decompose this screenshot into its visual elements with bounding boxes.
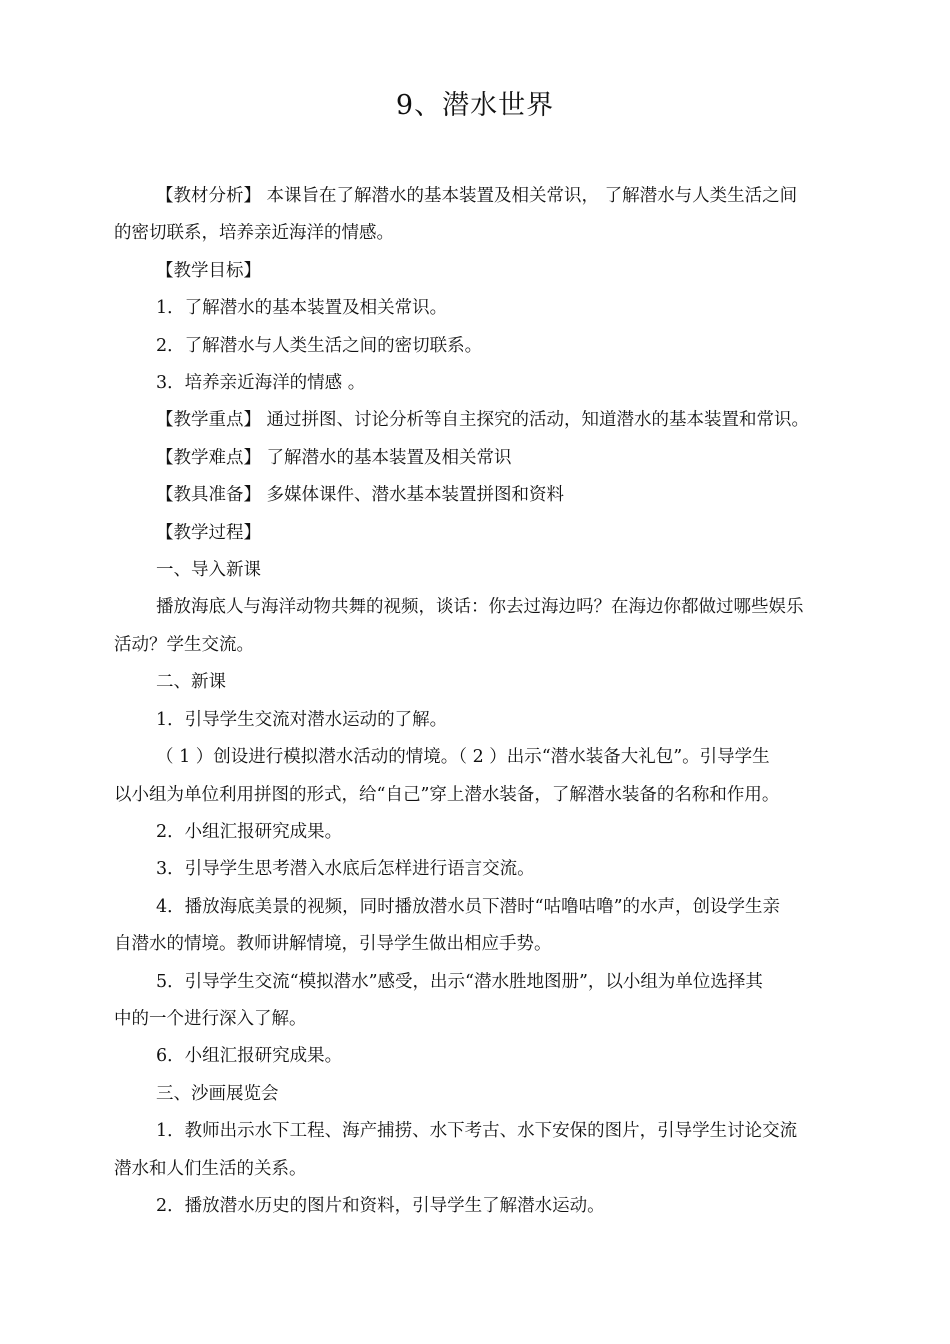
section-heading bbox=[114, 1076, 864, 1113]
lesson-step bbox=[114, 814, 864, 851]
exhibit-step bbox=[114, 1188, 864, 1225]
section-heading bbox=[114, 664, 864, 701]
text-line: 潜水和人们生活的关系。 bbox=[114, 1158, 307, 1179]
text-line: 3．引导学生思考潜入水底后怎样进行语言交流。 bbox=[156, 859, 535, 880]
text-line: 以小组为单位利用拼图的形式，给“自己”穿上潜水装备，了解潜水装备的名称和作用。 bbox=[114, 784, 780, 805]
text-line: 二、新课 bbox=[156, 672, 226, 693]
paragraph-materials bbox=[114, 477, 864, 514]
text-line: 三、沙画展览会 bbox=[156, 1083, 279, 1104]
text-line: 【教学难点】 了解潜水的基本装置及相关常识 bbox=[156, 447, 512, 468]
heading-teaching-process bbox=[114, 515, 864, 552]
text-line: 5．引导学生交流“模拟潜水”感受，出示“潜水胜地图册”，以小组为单位选择其 bbox=[156, 971, 763, 992]
heading-teaching-goals bbox=[114, 253, 864, 290]
text-line: 播放海底人与海洋动物共舞的视频，谈话：你去过海边吗？在海边你都做过哪些娱乐 bbox=[156, 597, 804, 618]
text-line: 1．了解潜水的基本装置及相关常识。 bbox=[156, 298, 448, 319]
document-title: 9、潜水世界 bbox=[395, 90, 555, 121]
text-line: 2．播放潜水历史的图片和资料，引导学生了解潜水运动。 bbox=[156, 1195, 605, 1216]
goal-item bbox=[114, 290, 864, 327]
goal-item bbox=[114, 365, 864, 402]
paragraph-difficulty bbox=[114, 440, 864, 477]
text-line: 的密切联系，培养亲近海洋的情感。 bbox=[114, 223, 394, 244]
lesson-step bbox=[114, 1038, 864, 1075]
text-line: 【教材分析】 本课旨在了解潜水的基本装置及相关常识， 了解潜水与人类生活之间 bbox=[156, 186, 798, 206]
text-line: 自潜水的情境。教师讲解情境，引导学生做出相应手势。 bbox=[114, 934, 552, 955]
text-line: 3．培养亲近海洋的情感 。 bbox=[156, 373, 366, 394]
text-line: （ 1 ）创设进行模拟潜水活动的情境。（ 2 ）出示“潜水装备大礼包”。引导学生 bbox=[156, 747, 770, 768]
lesson-step bbox=[114, 889, 864, 964]
text-line: 1．教师出示水下工程、海产捕捞、水下考古、水下安保的图片，引导学生讨论交流 bbox=[156, 1121, 798, 1142]
text-line: 4．播放海底美景的视频，同时播放潜水员下潜时“咕噜咕噜”的水声，创设学生亲 bbox=[156, 896, 781, 917]
text-line: 【教具准备】 多媒体课件、潜水基本装置拼图和资料 bbox=[156, 485, 565, 506]
text-line: 活动？学生交流。 bbox=[114, 634, 254, 655]
text-line: 中的一个进行深入了解。 bbox=[114, 1008, 307, 1029]
text-line: 1．引导学生交流对潜水运动的了解。 bbox=[156, 709, 448, 730]
lesson-step bbox=[114, 851, 864, 888]
text-line: 一、导入新课 bbox=[156, 560, 261, 581]
paragraph-key-point bbox=[114, 402, 864, 439]
text-line: 【教学重点】 通过拼图、讨论分析等自主探究的活动，知道潜水的基本装置和常识。 bbox=[156, 410, 810, 431]
text-line: 【教学目标】 bbox=[156, 260, 261, 281]
lesson-step-detail bbox=[114, 739, 864, 814]
exhibit-step bbox=[114, 1113, 864, 1188]
text-line: 【教学过程】 bbox=[156, 522, 261, 543]
text-line: 2．小组汇报研究成果。 bbox=[156, 821, 343, 842]
section-heading bbox=[114, 552, 864, 589]
lesson-step bbox=[114, 964, 864, 1039]
text-line: 6．小组汇报研究成果。 bbox=[156, 1046, 343, 1067]
lesson-step bbox=[114, 702, 864, 739]
paragraph-analysis bbox=[114, 178, 864, 253]
document-body bbox=[114, 178, 864, 1225]
paragraph-intro bbox=[114, 589, 864, 664]
text-line: 2．了解潜水与人类生活之间的密切联系。 bbox=[156, 335, 483, 356]
goal-item bbox=[114, 328, 864, 365]
